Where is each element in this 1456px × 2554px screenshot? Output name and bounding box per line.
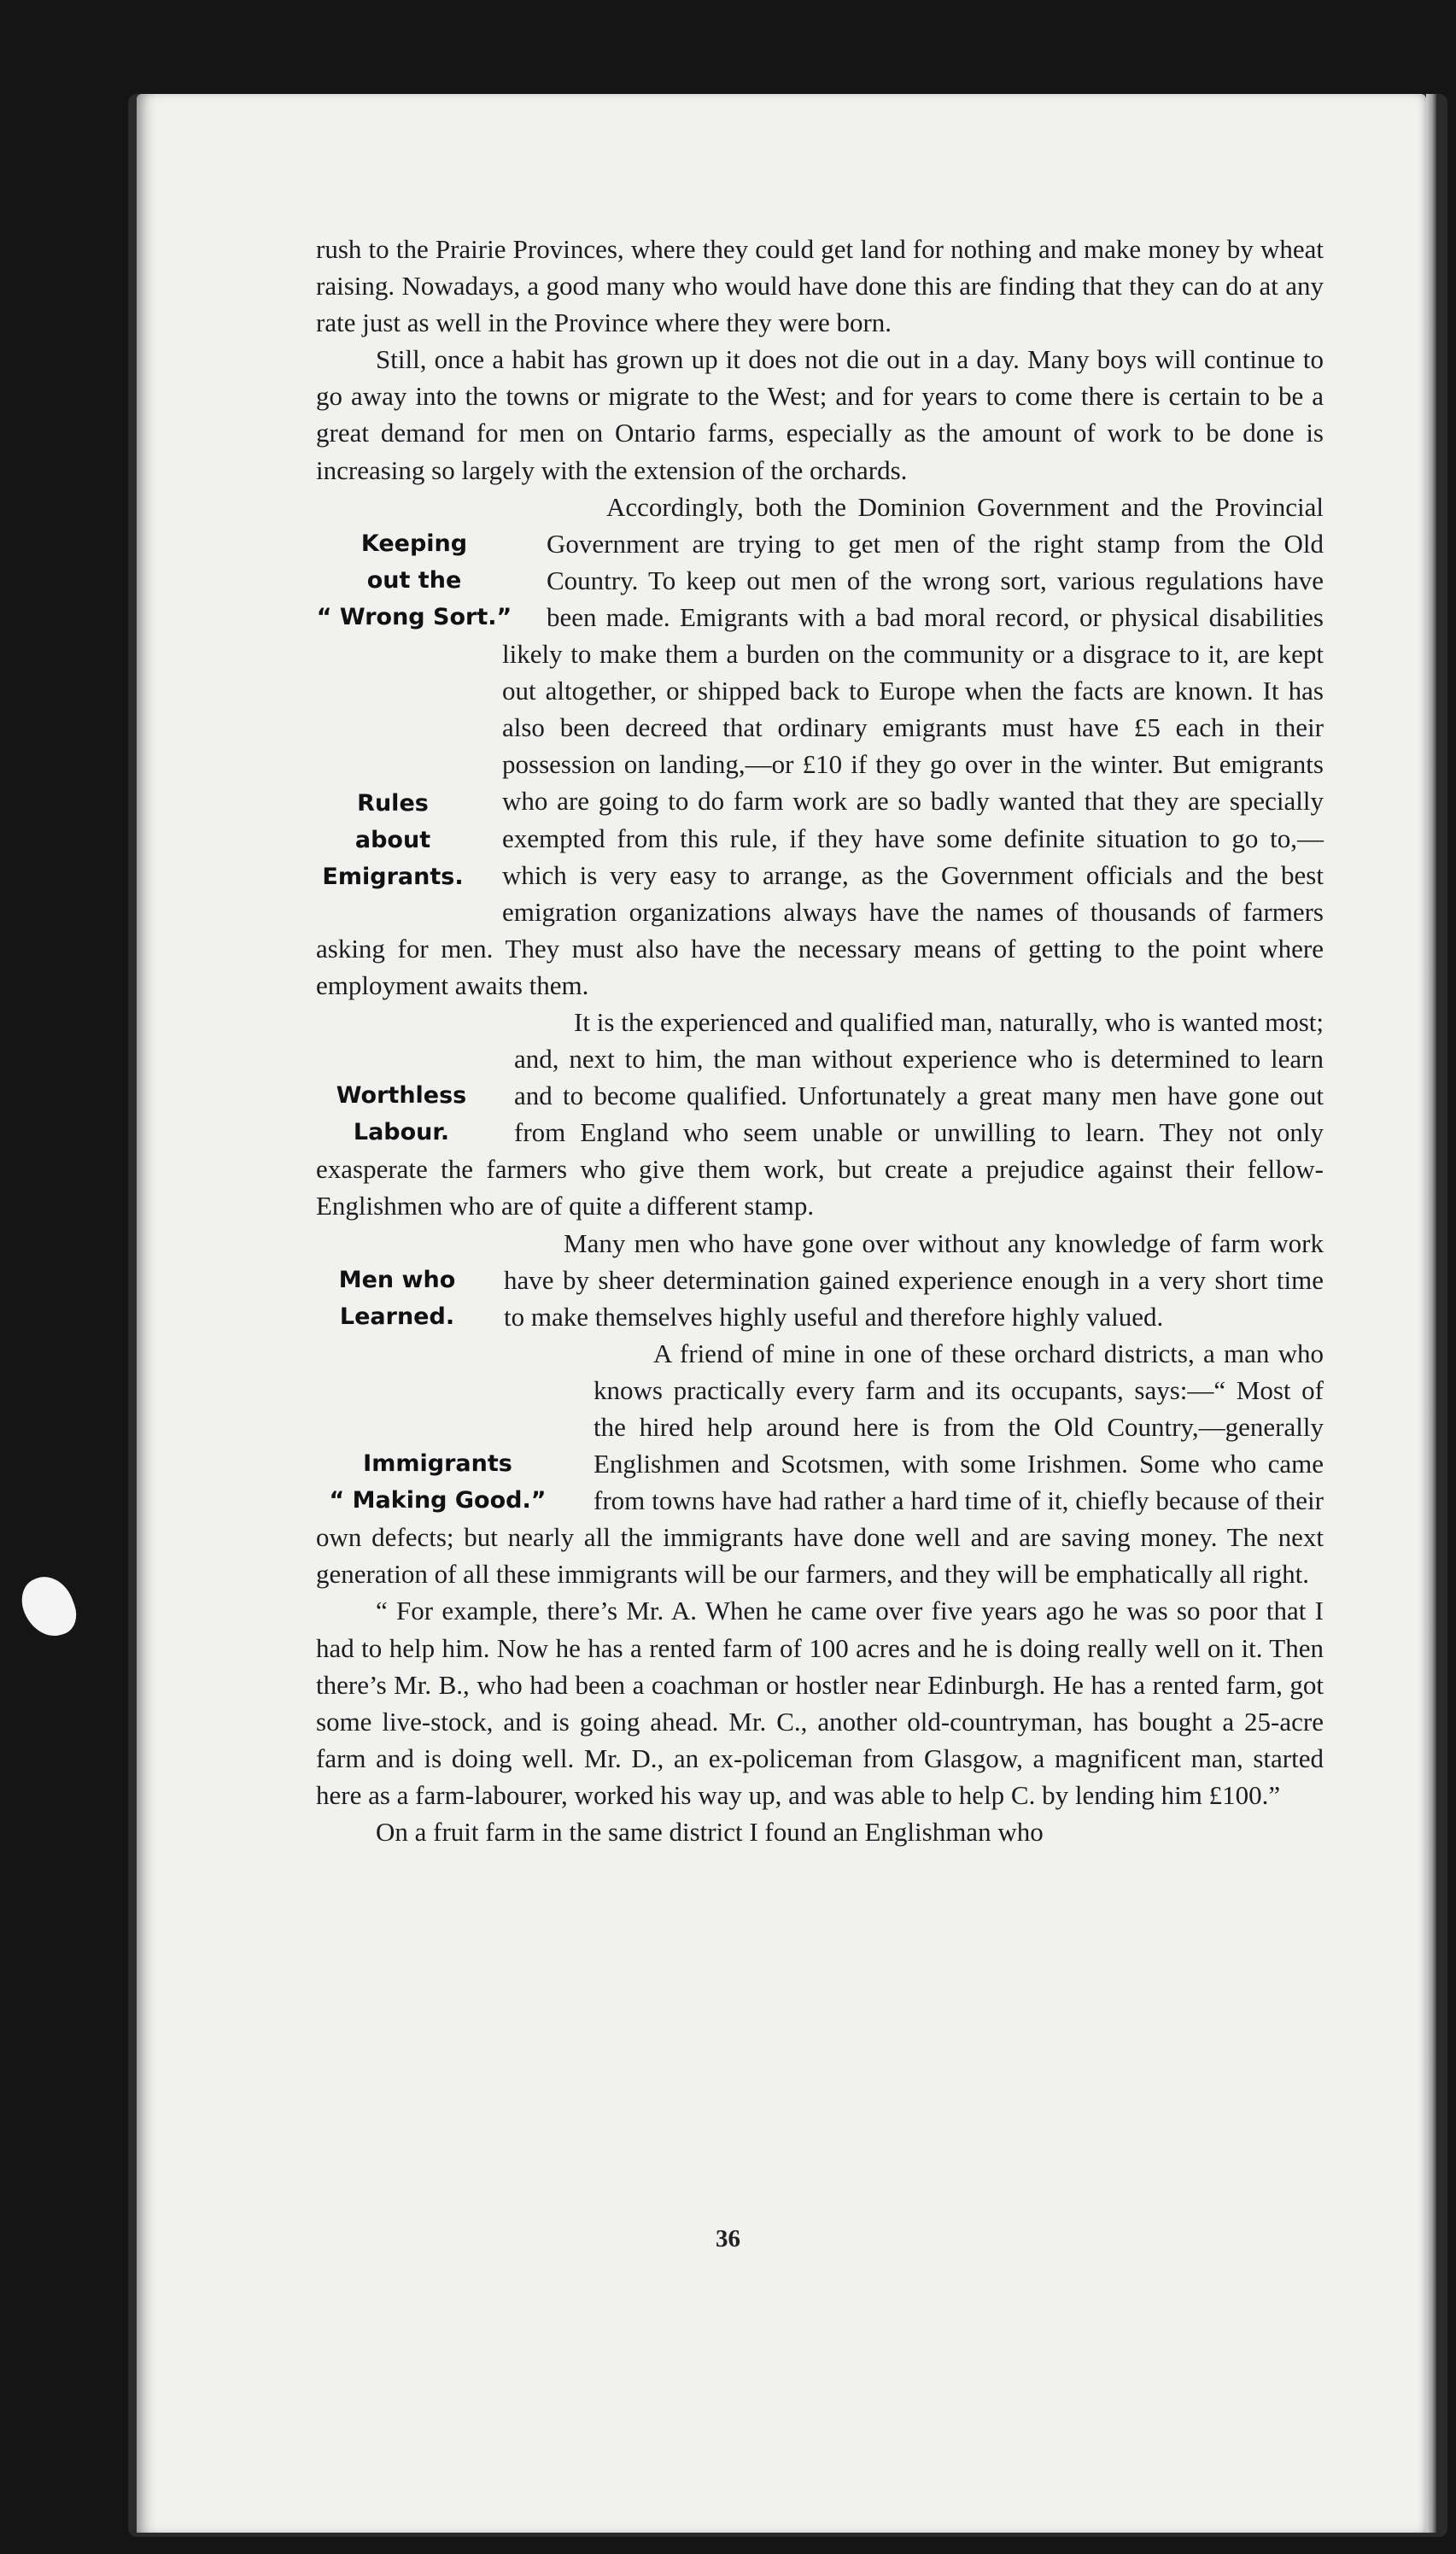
paragraph-2: Still, once a habit has grown up it does not die out in a day. Many boys will continue to go away into the towns or migrate to the West; and for years to come there is certain to be a great demand for men on Ontario farms, especially as the amount of work to be done is increasing so largely with the extension of the orchards. <box>316 344 1324 485</box>
sidenote-keeping-out-wrong-sort: Keeping out the “ Wrong Sort.” <box>316 530 512 630</box>
paragraph-3: Accordingly, both the Dominion Government and the Provincial Government are trying to get men of the right stamp from the Old Country. To keep out men of the wrong sort, various regulations have been made. Emigrants with a bad moral record, or physical disabilities likely to make them a burden on the community or a disgrace to it, are kept out altogether, or shipped back to Europe when the facts are known. It has also been decreed that ordinary emigrants must have £5 each in their possession on landing,—or £10 if they go over in the winter. But emigrants who are going to do farm work are so badly wanted that they are specially exempted from this rule, if they have some definite situation to go to,—which is very easy to arrange, as the Government officials and the best emigration organizations always have the names of thousands of farmers asking for men. They must also have the necessary means of getting to the point where employment awaits them. <box>316 491 1324 1000</box>
sidenote-immigrants-making-good: Immigrants “ Making Good.” <box>329 1450 547 1514</box>
paragraph-5: Many men who have gone over without any knowledge of farm work have by sheer determination gained experience enough in a very short time to make themselves highly useful and therefore highly valued. <box>504 1227 1324 1332</box>
sidenote-men-who-learned: Men who Learned. <box>338 1266 456 1330</box>
sidenote-worthless-labour: Worthless Labour. <box>336 1081 467 1146</box>
paragraph-8: On a fruit farm in the same district I found an Englishman who <box>376 1817 1044 1848</box>
paragraph-4: It is the experienced and qualified man, naturally, who is wanted most; and, next to him, the man without experience who is determined to learn and to become qualified. Unfortunately a great many men have gone out from England who seem unable or unwilling to learn. They not only exasperate the farmers who give them work, but create a prejudice against their fellow-Englishmen who are of quite a different stamp. <box>316 1006 1324 1221</box>
paragraph-7: “ For example, there’s Mr. A. When he came over five years ago he was so poor that I had to help him. Now he has a rented farm of 100 acres and he is doing really well on it. Then there’s Mr. B., who had been a coachman or hostler near Edinburgh. He has a rented farm, got some live-stock, and is going ahead. Mr. C., another old-countryman, has bought a 25-acre farm and is doing well. Mr. D., an ex-policeman from Glasgow, a magnificent man, started here as a farm-labourer, worked his way up, and was able to help C. by lending him £100.” <box>316 1596 1324 1810</box>
page-edge <box>1426 94 1436 2533</box>
sidenote-rules-about-emigrants: Rules about Emigrants. <box>322 789 464 891</box>
scan-smudge <box>15 1569 82 1643</box>
paragraph-6: A friend of mine in one of these orchard districts, a man who knows practically every farm and its occupants, says:—“ Most of the hired help around here is from the Old Country,—generally Englishmen and Scotsmen, with some Irishmen. Some who came from towns have had rather a hard time of it, chiefly because of their own defects; but nearly all the immigrants have done well and are saving money. The next generation of all these immigrants will be our farmers, and they will be emphatically all right. <box>316 1338 1324 1590</box>
paragraph-1: rush to the Prairie Provinces, where they could get land for nothing and make money by wheat raising. Nowadays, a good many who would have done this are finding that they can do at any rate just as well in the Province where they were born. <box>316 234 1324 338</box>
page-number: 36 <box>716 2225 740 2252</box>
page-body <box>316 231 1324 1850</box>
